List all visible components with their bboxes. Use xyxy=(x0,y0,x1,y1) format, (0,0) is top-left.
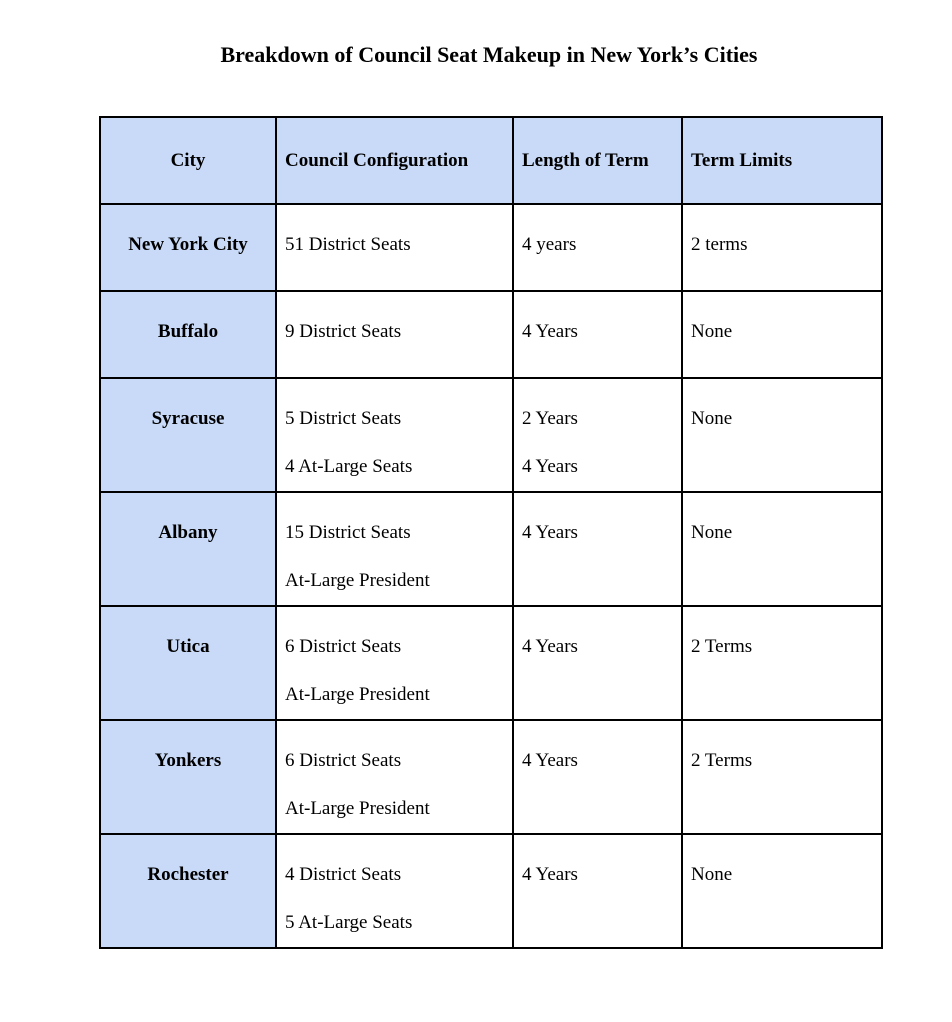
term-length-cell xyxy=(513,834,682,948)
column-header-city: City xyxy=(100,117,276,204)
term-limits-line: None xyxy=(691,408,733,429)
term-limits-cell xyxy=(682,492,882,606)
configuration-cell xyxy=(276,720,513,834)
term-length-cell xyxy=(513,720,682,834)
term-limits-line: 2 Terms xyxy=(691,750,753,771)
configuration-cell xyxy=(276,834,513,948)
term-limits-cell xyxy=(682,204,882,291)
term-limits-cell xyxy=(682,291,882,378)
configuration-line: 4 District Seats xyxy=(285,864,402,885)
table-row xyxy=(100,720,882,834)
table-body xyxy=(100,204,882,948)
city-name: Albany xyxy=(158,522,218,543)
term-limits-line: None xyxy=(691,864,733,885)
column-header-term-limits: Term Limits xyxy=(682,117,882,204)
document-title: Breakdown of Council Seat Makeup in New York’s Cities xyxy=(220,42,758,67)
city-name: Rochester xyxy=(147,864,229,885)
term-length-cell xyxy=(513,378,682,492)
term-limits-line: None xyxy=(691,522,733,543)
city-name: Yonkers xyxy=(154,750,222,771)
term-limits-cell xyxy=(682,606,882,720)
configuration-cell xyxy=(276,606,513,720)
table-row xyxy=(100,291,882,378)
term-limits-line: 2 terms xyxy=(691,234,748,255)
table-row xyxy=(100,834,882,948)
table-row xyxy=(100,204,882,291)
city-name: Syracuse xyxy=(151,408,225,429)
term-length-cell xyxy=(513,492,682,606)
column-header-term-length: Length of Term xyxy=(513,117,682,204)
configuration-line: At-Large President xyxy=(285,798,430,819)
configuration-line: At-Large President xyxy=(285,684,430,705)
city-name: Utica xyxy=(166,636,210,657)
term-limits-line: None xyxy=(691,321,733,342)
term-length-cell xyxy=(513,291,682,378)
term-length-line: 2 Years xyxy=(522,408,578,429)
table-header-row xyxy=(100,117,882,204)
term-length-line: 4 Years xyxy=(522,636,578,657)
configuration-line: 6 District Seats xyxy=(285,750,402,771)
column-header-configuration: Council Configuration xyxy=(276,117,513,204)
city-cell xyxy=(100,204,276,291)
configuration-line: 15 District Seats xyxy=(285,522,411,543)
city-name: Buffalo xyxy=(157,321,219,342)
term-limits-cell xyxy=(682,720,882,834)
city-cell xyxy=(100,606,276,720)
city-cell xyxy=(100,291,276,378)
table-row xyxy=(100,492,882,606)
configuration-cell xyxy=(276,378,513,492)
configuration-cell xyxy=(276,492,513,606)
configuration-line: 5 At-Large Seats xyxy=(285,912,413,933)
configuration-line: 4 At-Large Seats xyxy=(285,456,413,477)
city-cell xyxy=(100,492,276,606)
term-length-line: 4 Years xyxy=(522,750,578,771)
term-limits-cell xyxy=(682,378,882,492)
city-cell xyxy=(100,834,276,948)
table-row xyxy=(100,606,882,720)
city-name: New York City xyxy=(128,234,248,255)
term-length-line: 4 Years xyxy=(522,522,578,543)
council-table xyxy=(99,116,883,949)
term-limits-cell xyxy=(682,834,882,948)
city-cell xyxy=(100,720,276,834)
term-length-line: 4 Years xyxy=(522,456,578,477)
term-length-cell xyxy=(513,204,682,291)
term-length-cell xyxy=(513,606,682,720)
configuration-line: 5 District Seats xyxy=(285,408,402,429)
configuration-cell xyxy=(276,291,513,378)
term-length-line: 4 Years xyxy=(522,321,578,342)
configuration-line: At-Large President xyxy=(285,570,430,591)
configuration-line: 51 District Seats xyxy=(285,234,411,255)
term-limits-line: 2 Terms xyxy=(691,636,753,657)
city-cell xyxy=(100,378,276,492)
configuration-cell xyxy=(276,204,513,291)
configuration-line: 6 District Seats xyxy=(285,636,402,657)
term-length-line: 4 years xyxy=(522,234,577,255)
configuration-line: 9 District Seats xyxy=(285,321,402,342)
term-length-line: 4 Years xyxy=(522,864,578,885)
table-row xyxy=(100,378,882,492)
